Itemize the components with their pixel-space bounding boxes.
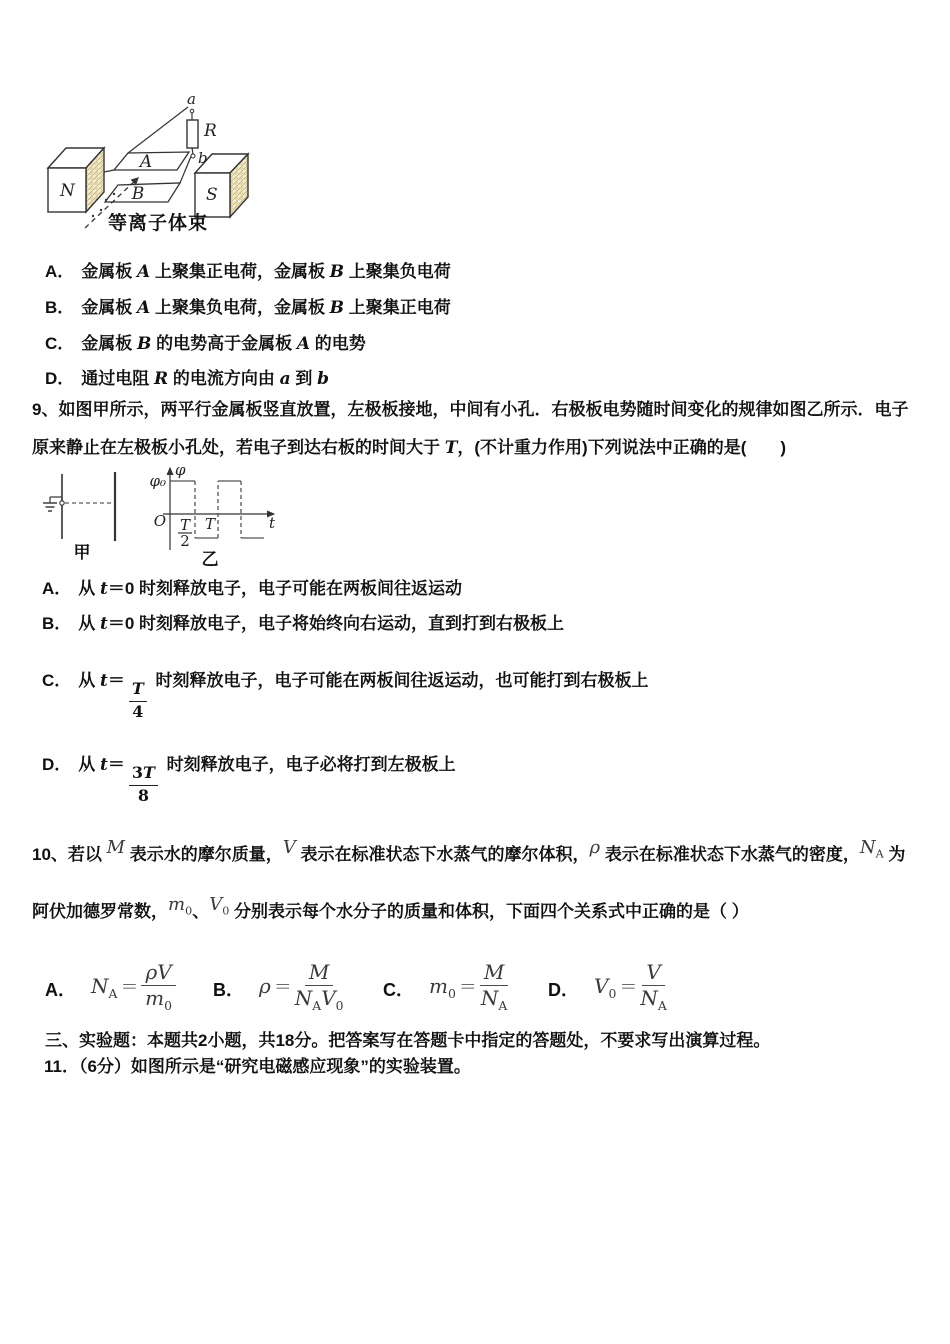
- q10-option-d-formula: $V_0$ ＝ $\frac{V}{N_A}$: [594, 960, 667, 1013]
- label-magnet-n: N: [60, 181, 75, 201]
- q9-option-d: [42, 753, 456, 806]
- label-plate-b: B: [131, 184, 145, 204]
- ground-icon: [43, 497, 62, 511]
- label-phi: φ: [175, 462, 186, 479]
- svg-text:T: T: [179, 516, 191, 534]
- q8-option-d: [45, 367, 329, 391]
- tick-t-full: T: [204, 515, 216, 533]
- q9-stem-line1-text: 9、如图甲所示，两平行金属板竖直放置，左极板接地，中间有小孔．右极板电势随时间变化的规律如图乙所示．电子: [32, 400, 909, 419]
- label-terminal-b: b: [198, 149, 208, 167]
- q9-figure: [38, 462, 288, 568]
- q10-option-a: [45, 946, 176, 1013]
- q8-option-c: [45, 332, 366, 356]
- q10-option-c-formula: $m_0$ ＝ $\frac{M}{N_A}$: [429, 960, 508, 1013]
- q10-stem-line1: [32, 837, 906, 867]
- q8-option-c-label: C．: [45, 334, 75, 353]
- q10-option-a-formula: $N_A$ ＝ $\frac{\rho V}{m_0}$: [91, 961, 176, 1010]
- label-phi0: φ₀: [149, 472, 166, 490]
- q10-option-a-label: A．: [45, 980, 76, 1000]
- q9-stem-line2-text: 原来静止在左极板小孔处，若电子到达右板的时间大于 T，(不计重力作用)下列说法中正确的是( ): [32, 438, 787, 458]
- q10-stem-line2-text: 阿伏加德罗常数，$m_0$、$V_0$ 分别表示每个水分子的质量和体积，下面四个关系式中正确的是（ ）: [32, 894, 749, 921]
- q8-option-b: [45, 296, 451, 320]
- q9-option-a-label: A．: [42, 579, 72, 598]
- q8-option-d-text: 通过电阻 R 的电流方向由 a 到 b: [81, 369, 329, 389]
- q10-option-c: [383, 946, 508, 1013]
- q8-figure: [38, 90, 274, 238]
- q8-option-c-text: 金属板 B 的电势高于金属板 A 的电势: [81, 334, 366, 354]
- capacitor-plates: [43, 472, 115, 562]
- q8-option-a-label: A．: [45, 262, 75, 281]
- q9-option-a-text: 从 t＝0 时刻释放电子，电子可能在两板间往返运动: [78, 579, 463, 599]
- label-terminal-a: a: [187, 90, 196, 108]
- q9-stem-line1: [32, 398, 908, 422]
- q10-stem-line2: [32, 894, 749, 924]
- q8-option-d-label: D．: [45, 369, 75, 388]
- q9-option-a: [42, 577, 462, 601]
- label-jia: 甲: [73, 543, 91, 562]
- q10-option-b-formula: ρ ＝ $\frac{M}{N_AV_0}$: [259, 960, 344, 1013]
- q11-stem: 11．（6分）如图所示是“研究电磁感应现象”的实验装置。: [44, 1057, 471, 1076]
- wire-plate-a-to-a: [128, 107, 188, 153]
- q10-option-d: [548, 946, 667, 1013]
- waveform-graph: [149, 462, 276, 568]
- label-origin: O: [153, 512, 166, 530]
- label-t-axis: t: [269, 514, 276, 532]
- plate-hole: [60, 501, 64, 505]
- q9-option-b-text: 从 t＝0 时刻释放电子，电子将始终向右运动，直到打到右极板上: [78, 614, 565, 634]
- magnet-n-icon: [48, 148, 104, 212]
- q8-option-a-text: 金属板 A 上聚集正电荷，金属板 B 上聚集负电荷: [81, 262, 451, 282]
- q8-option-b-text: 金属板 A 上聚集负电荷，金属板 B 上聚集正电荷: [81, 298, 451, 318]
- q9-option-d-text: 从 t＝ $\frac{3T}{8}$ 时刻释放电子，电子必将打到左极板上: [78, 755, 456, 805]
- q10-option-d-label: D．: [548, 980, 579, 1000]
- q9-option-c-label: C．: [42, 671, 72, 690]
- section3-heading: 三、实验题：本题共2小题，共18分。把答案写在答题卡中指定的答题处，不要求写出演算过程。: [45, 1031, 771, 1050]
- wire-n-to-plate: [104, 170, 114, 172]
- q9-option-d-label: D．: [42, 755, 72, 774]
- q10-option-c-label: C．: [383, 980, 414, 1000]
- plate-a: [114, 152, 189, 172]
- q9-option-b-label: B．: [42, 614, 72, 633]
- q9-option-c-text: 从 t＝ $\frac{T}{4}$ 时刻释放电子，电子可能在两板间往返运动，也可能打到右极板上: [78, 671, 649, 721]
- q9-stem-line2: [32, 436, 786, 460]
- q8-option-b-label: B．: [45, 298, 75, 317]
- label-magnet-s: S: [206, 185, 218, 205]
- q10-option-b: [213, 946, 344, 1013]
- label-plasma-beam: 等离子体束: [108, 213, 209, 234]
- q9-option-c: [42, 669, 649, 722]
- tick-t-half: [178, 516, 192, 550]
- q10-option-b-label: B．: [213, 980, 244, 1000]
- label-plate-a: A: [139, 152, 153, 172]
- plate-b: [105, 183, 180, 204]
- q8-option-a: [45, 260, 451, 284]
- label-yi: 乙: [201, 550, 219, 568]
- label-resistor-r: R: [204, 121, 217, 141]
- svg-text:2: 2: [180, 532, 190, 550]
- q9-option-b: [42, 612, 564, 636]
- q10-stem-line1-text: 10、若以 M 表示水的摩尔质量，V 表示在标准状态下水蒸气的摩尔体积，ρ 表示在标准状态下水蒸气的密度，$N_A$ 为: [32, 837, 906, 864]
